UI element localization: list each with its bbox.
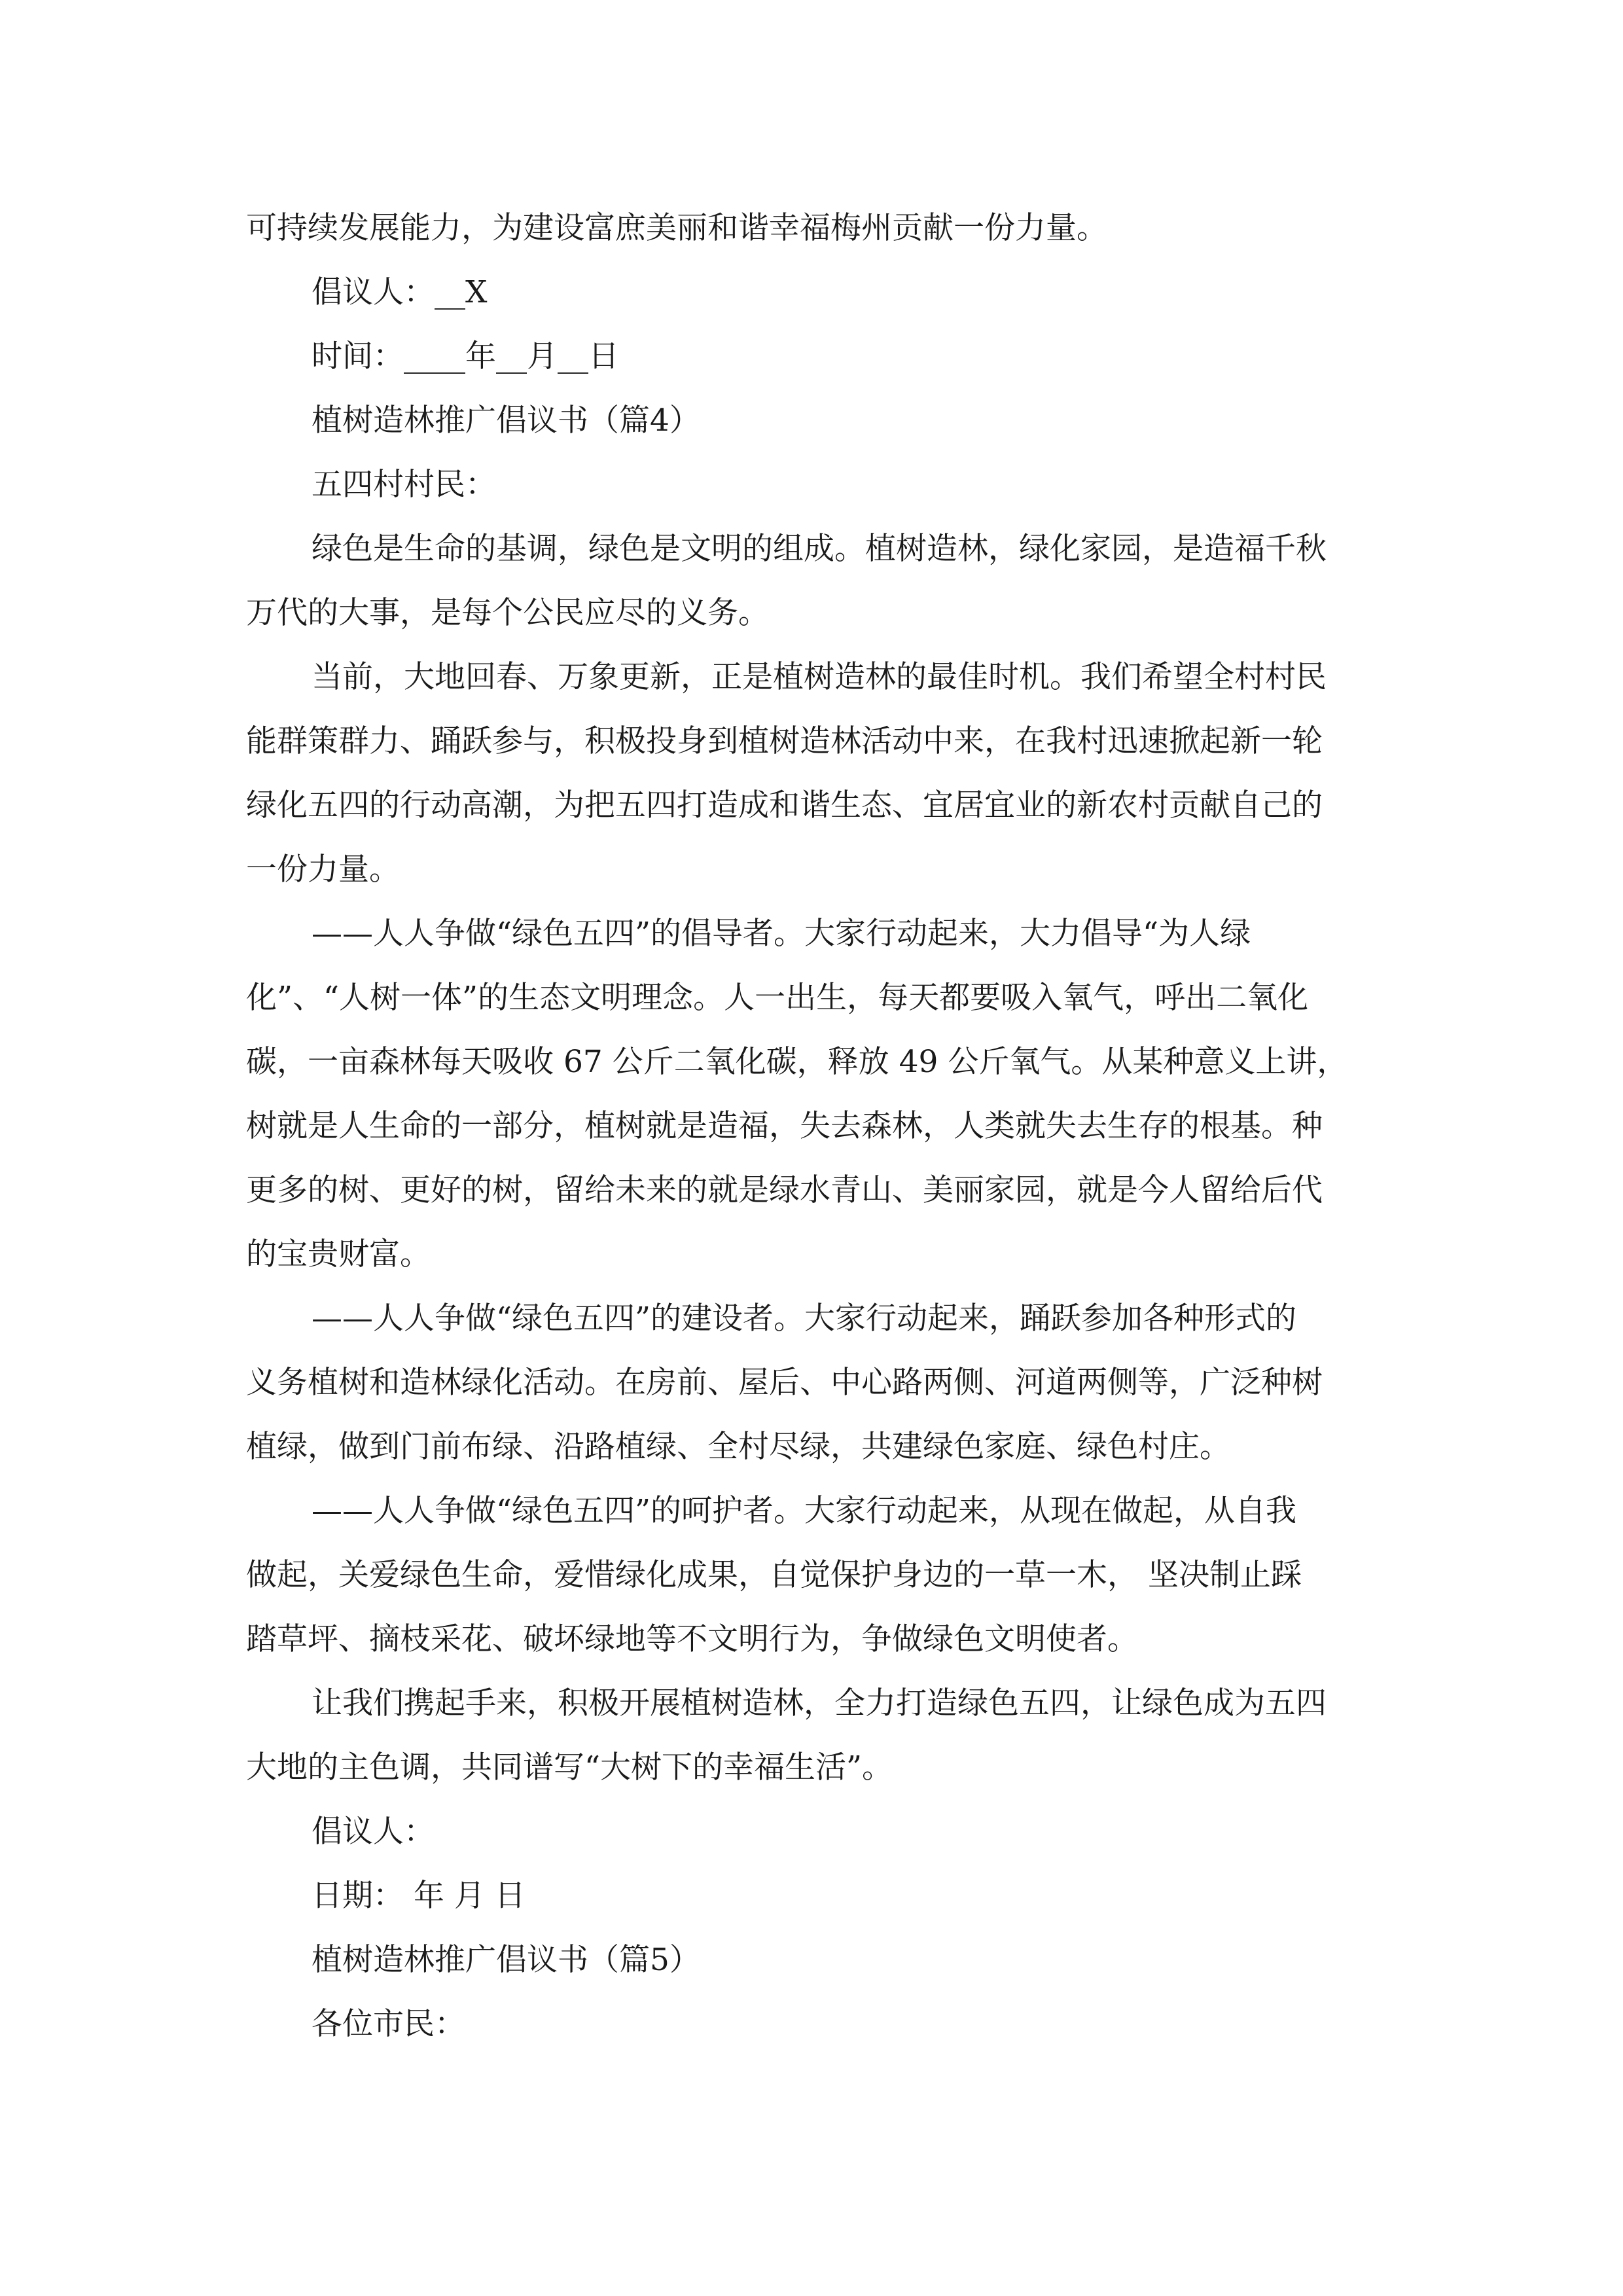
paragraph-6 xyxy=(246,1672,1387,1800)
salutation-part-5: 各位市民： xyxy=(312,2006,465,2042)
paragraph-line: 一份力量。 xyxy=(246,852,400,888)
heading-part-5: 植树造林推广倡议书（篇5） xyxy=(312,1942,700,1978)
paragraph-4 xyxy=(246,1287,1387,1479)
paragraph-line: 当前，大地回春、万象更新，正是植树造林的最佳时机。我们希望全村村民 xyxy=(312,659,1327,695)
date-line-4: 日期： 年 月 日 xyxy=(312,1878,526,1914)
signer-line-prev: 倡议人：__X xyxy=(312,274,488,310)
paragraph-line: 能群策群力、踊跃参与，积极投身到植树造林活动中来，在我村迅速掀起新一轮 xyxy=(246,723,1323,759)
paragraph-5 xyxy=(246,1479,1387,1672)
paragraph-line: 踏草坪、摘枝采花、破坏绿地等不文明行为，争做绿色文明使者。 xyxy=(246,1621,1138,1657)
paragraph-line: ——人人争做“绿色五四”的建设者。大家行动起来，踊跃参加各种形式的 xyxy=(312,1300,1297,1336)
paragraph-line: 大地的主色调，共同谱写“大树下的幸福生活”。 xyxy=(246,1749,893,1785)
opening-line: 可持续发展能力，为建设富庶美丽和谐幸福梅州贡献一份力量。 xyxy=(246,210,1107,246)
paragraph-line: 的宝贵财富。 xyxy=(246,1236,431,1272)
paragraph-line: 树就是人生命的一部分，植树就是造福，失去森林，人类就失去生存的根基。种 xyxy=(246,1108,1323,1144)
time-line-prev: 时间：____年__月__日 xyxy=(312,338,619,374)
paragraph-3 xyxy=(246,902,1387,1287)
paragraph-line: 碳，一亩森林每天吸收 67 公斤二氧化碳，释放 49 公斤氧气。从某种意义上讲， xyxy=(246,1044,1348,1080)
paragraph-line: 义务植树和造林绿化活动。在房前、屋后、中心路两侧、河道两侧等，广泛种树 xyxy=(246,1365,1323,1401)
paragraph-line: 让我们携起手来，积极开展植树造林，全力打造绿色五四，让绿色成为五四 xyxy=(312,1685,1327,1721)
heading-part-4: 植树造林推广倡议书（篇4） xyxy=(312,403,700,439)
paragraph-line: 绿化五四的行动高潮，为把五四打造成和谐生态、宜居宜业的新农村贡献自己的 xyxy=(246,787,1323,823)
paragraph-line: 绿色是生命的基调，绿色是文明的组成。植树造林，绿化家园，是造福千秋 xyxy=(312,531,1327,567)
salutation-part-4: 五四村村民： xyxy=(312,467,496,503)
paragraph-line: 化”、“人树一体”的生态文明理念。人一出生，每天都要吸入氧气，呼出二氧化 xyxy=(246,980,1309,1016)
paragraph-2 xyxy=(246,645,1387,902)
document-page xyxy=(246,196,1387,2056)
paragraph-line: 植绿，做到门前布绿、沿路植绿、全村尽绿，共建绿色家庭、绿色村庄。 xyxy=(246,1429,1230,1465)
paragraph-line: 更多的树、更好的树，留给未来的就是绿水青山、美丽家园，就是今人留给后代 xyxy=(246,1172,1323,1208)
paragraph-line: 做起，关爱绿色生命，爱惜绿化成果，自觉保护身边的一草一木， 坚决制止踩 xyxy=(246,1557,1302,1593)
paragraph-line: 万代的大事，是每个公民应尽的义务。 xyxy=(246,595,769,631)
signer-line-4: 倡议人： xyxy=(312,1814,435,1850)
paragraph-1 xyxy=(246,517,1387,645)
paragraph-line: ——人人争做“绿色五四”的倡导者。大家行动起来，大力倡导“为人绿 xyxy=(312,916,1251,952)
paragraph-line: ——人人争做“绿色五四”的呵护者。大家行动起来，从现在做起，从自我 xyxy=(312,1493,1297,1529)
